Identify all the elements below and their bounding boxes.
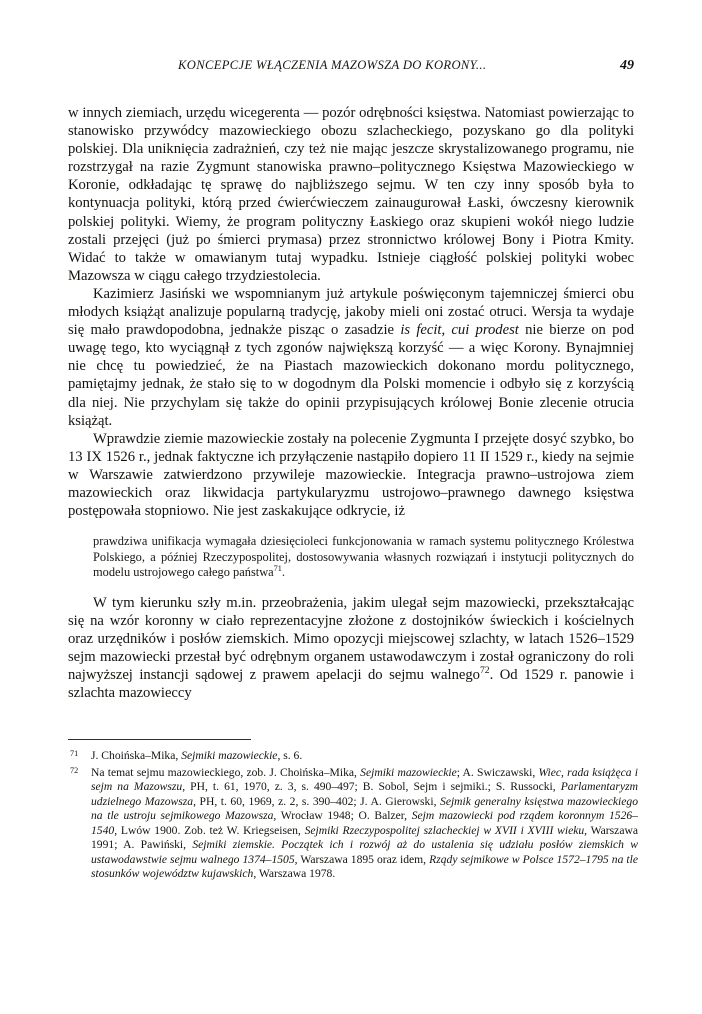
- footnote-list: [68, 749, 638, 882]
- italic-run: Sejm mazowiecki pod rządem koronnym 1526–1540: [91, 809, 638, 837]
- text-run: nie bierze on pod uwagę tego, kto wyciągnął z tych zgonów największą korzyść — a więc Korony. Bynajmniej nie chcę tu powiedzieć, że na Piastach mazowieckich dokonano mordu politycznego, pamiętajmy jednak, że stało się to w dogodnym dla Polski momencie i odbyło się z korzyścią dla niej. Nie przychylam się także do opinii przypisujących królowej Bonie zlecenie otrucia książąt.: [68, 322, 635, 429]
- block-quote-text: [93, 534, 634, 581]
- italic-run: Sejmiki Rzeczypospolitej szlacheckiej w XVII i XVIII wieku: [304, 823, 585, 837]
- page-number: 49: [620, 58, 634, 73]
- text-run: , PH, t. 60, 1969, z. 2, s. 390–402; J. A. Gierowski,: [193, 794, 441, 808]
- footnote-marker: 71: [70, 749, 79, 758]
- running-head-title: KONCEPCJE WŁĄCZENIA MAZOWSZA DO KORONY...: [178, 58, 487, 72]
- paragraph-2: [68, 285, 634, 430]
- paragraph-1: w innych ziemiach, urzędu wicegerenta — pozór odrębności księstwa. Natomiast powierzając to stanowisko przywódcy mazowieckiego obozu szlacheckiego, pozyskano go dla polityki polskiej. Dla uniknięcia zadrażnień, czy też nie mając jeszcze skrystalizowanego programu, nie rozstrzygał na razie Zygmunt stanowiska prawno–politycznego Księstwa Mazowieckiego w Koronie, odkładając tę sprawę do najbliższego sejmu. W ten czy inny sposób była to kontynuacja polityki, którą przed ćwierćwieczem zainaugurował Łaski, ówczesny kierownik polskiej polityki. Wiemy, że program polityczny Łaskiego oraz skupieni wokół niego ludzie zostali przejęci (już po śmierci prymasa) przez stronnictwo królowej Bony i Piotra Kmity. Widać to także w omawianym tutaj wypadku. Istnieje ciągłość polskiej polityki wobec Mazowsza w ciągu całego trzydziestolecia.: [68, 105, 634, 284]
- text-run: , Warszawa 1978.: [253, 867, 336, 881]
- italic-run: Sejmiki ziemskie. Początek ich i rozwój aż do ustalenia się udziału posłów ziemskich w ustawodawstwie sejmu walnego 1374–1505: [91, 838, 638, 866]
- footnote-entry: [68, 766, 638, 882]
- text-run: .: [281, 565, 285, 580]
- text-run: prawdziwa unifikacja wymagała dziesięcioleci funkcjonowania w ramach systemu politycznego Królestwa Polskiego, a później Rzeczypospolitej, dostosowywania własnych rozwiązań i instytucji politycznych do modelu ustrojowego całego państwa: [93, 534, 634, 580]
- italic-run: Parlamentaryzm udzielnego Mazowsza: [91, 780, 638, 808]
- italic-run: is fecit, cui prodest: [400, 322, 519, 339]
- footnote-marker: 72: [70, 765, 79, 775]
- text-run: Kazimierz Jasiński we wspomnianym już artykule poświęconym tajemniczej śmierci obu młodych książąt analizuje popularną tradycję, jakoby mieli oni zostać otruci. Wersja ta wydaje się mało prawdopodobna, jednakże pisząc o zasadzie: [68, 285, 634, 339]
- text-run: Na temat sejmu mazowieckiego, zob. J. Choińska–Mika,: [91, 765, 361, 779]
- text-run: , PH, t. 61, 1970, z. 3, s. 490–497; B. Sobol, Sejm i sejmiki.; S. Russocki,: [182, 780, 561, 794]
- paragraph-3: Wprawdzie ziemie mazowieckie zostały na polecenie Zygmunta I przejęte dosyć szybko, bo 13 IX 1526 r., jednak faktyczne ich przyłączenie nastąpiło dopiero 11 II 1529 r., kiedy na sejmie w Warszawie zatwierdzono przywileje mazowieckie. Integracja prawno–ustrojowa ziem mazowieckich oraz likwidacja partykularyzmu ustrojowo–prawnego dawnego księstwa postępowała stopniowo. Nie jest zaskakujące odkrycie, iż: [68, 430, 634, 520]
- footnote-section: [68, 739, 638, 884]
- text-run: ; A. Swiczawski,: [456, 765, 539, 779]
- footnote-reference: 72: [479, 665, 490, 677]
- text-run: , Warszawa 1895 oraz idem,: [294, 852, 430, 866]
- running-head: [68, 58, 634, 80]
- footnote-reference: 71: [273, 564, 282, 574]
- body-text-column: [68, 104, 634, 703]
- block-quote: [68, 534, 634, 581]
- text-run: W tym kierunku szły m.in. przeobrażenia, jakim ulegał sejm mazowiecki, przekształcając się na wzór koronny w ciało reprezentacyjne złożone z dostojników świeckich i kościelnych oraz urzędników i posłów ziemskich. Mimo opozycji miejscowej szlachty, w latach 1526–1529 sejm mazowiecki przestał być odrębnym organem ustawodawczym i został ograniczony do roli najwyższej instancji sądowej z prawem apelacji do sejmu walnego: [68, 594, 634, 684]
- italic-run: Sejmik generalny księstwa mazowieckiego na tle ustroju sejmikowego Mazowsza: [91, 794, 638, 823]
- text-run: , s. 6.: [277, 749, 303, 762]
- italic-run: Sejmiki mazowieckie: [181, 749, 278, 762]
- text-run: J. Choińska–Mika,: [91, 749, 182, 762]
- footnote-separator-rule: [68, 739, 251, 740]
- text-run: , Lwów 1900. Zob. też W. Kriegseisen,: [114, 823, 305, 837]
- text-run: . Od 1529 r. panowie i szlachta mazowieccy: [68, 667, 634, 702]
- italic-run: Wiec, rada książęca i sejm na Mazowszu: [91, 765, 639, 794]
- italic-run: Sejmiki mazowieckie: [360, 765, 457, 779]
- paragraph-4: [68, 594, 634, 703]
- text-run: , Warszawa 1991; A. Pawiński,: [91, 823, 638, 852]
- footnote-entry: [68, 749, 638, 764]
- italic-run: Rządy sejmikowe w Polsce 1572–1795 na tle stosunków województw kujawskich: [91, 852, 638, 881]
- text-run: , Wrocław 1948; O. Balzer,: [273, 809, 412, 823]
